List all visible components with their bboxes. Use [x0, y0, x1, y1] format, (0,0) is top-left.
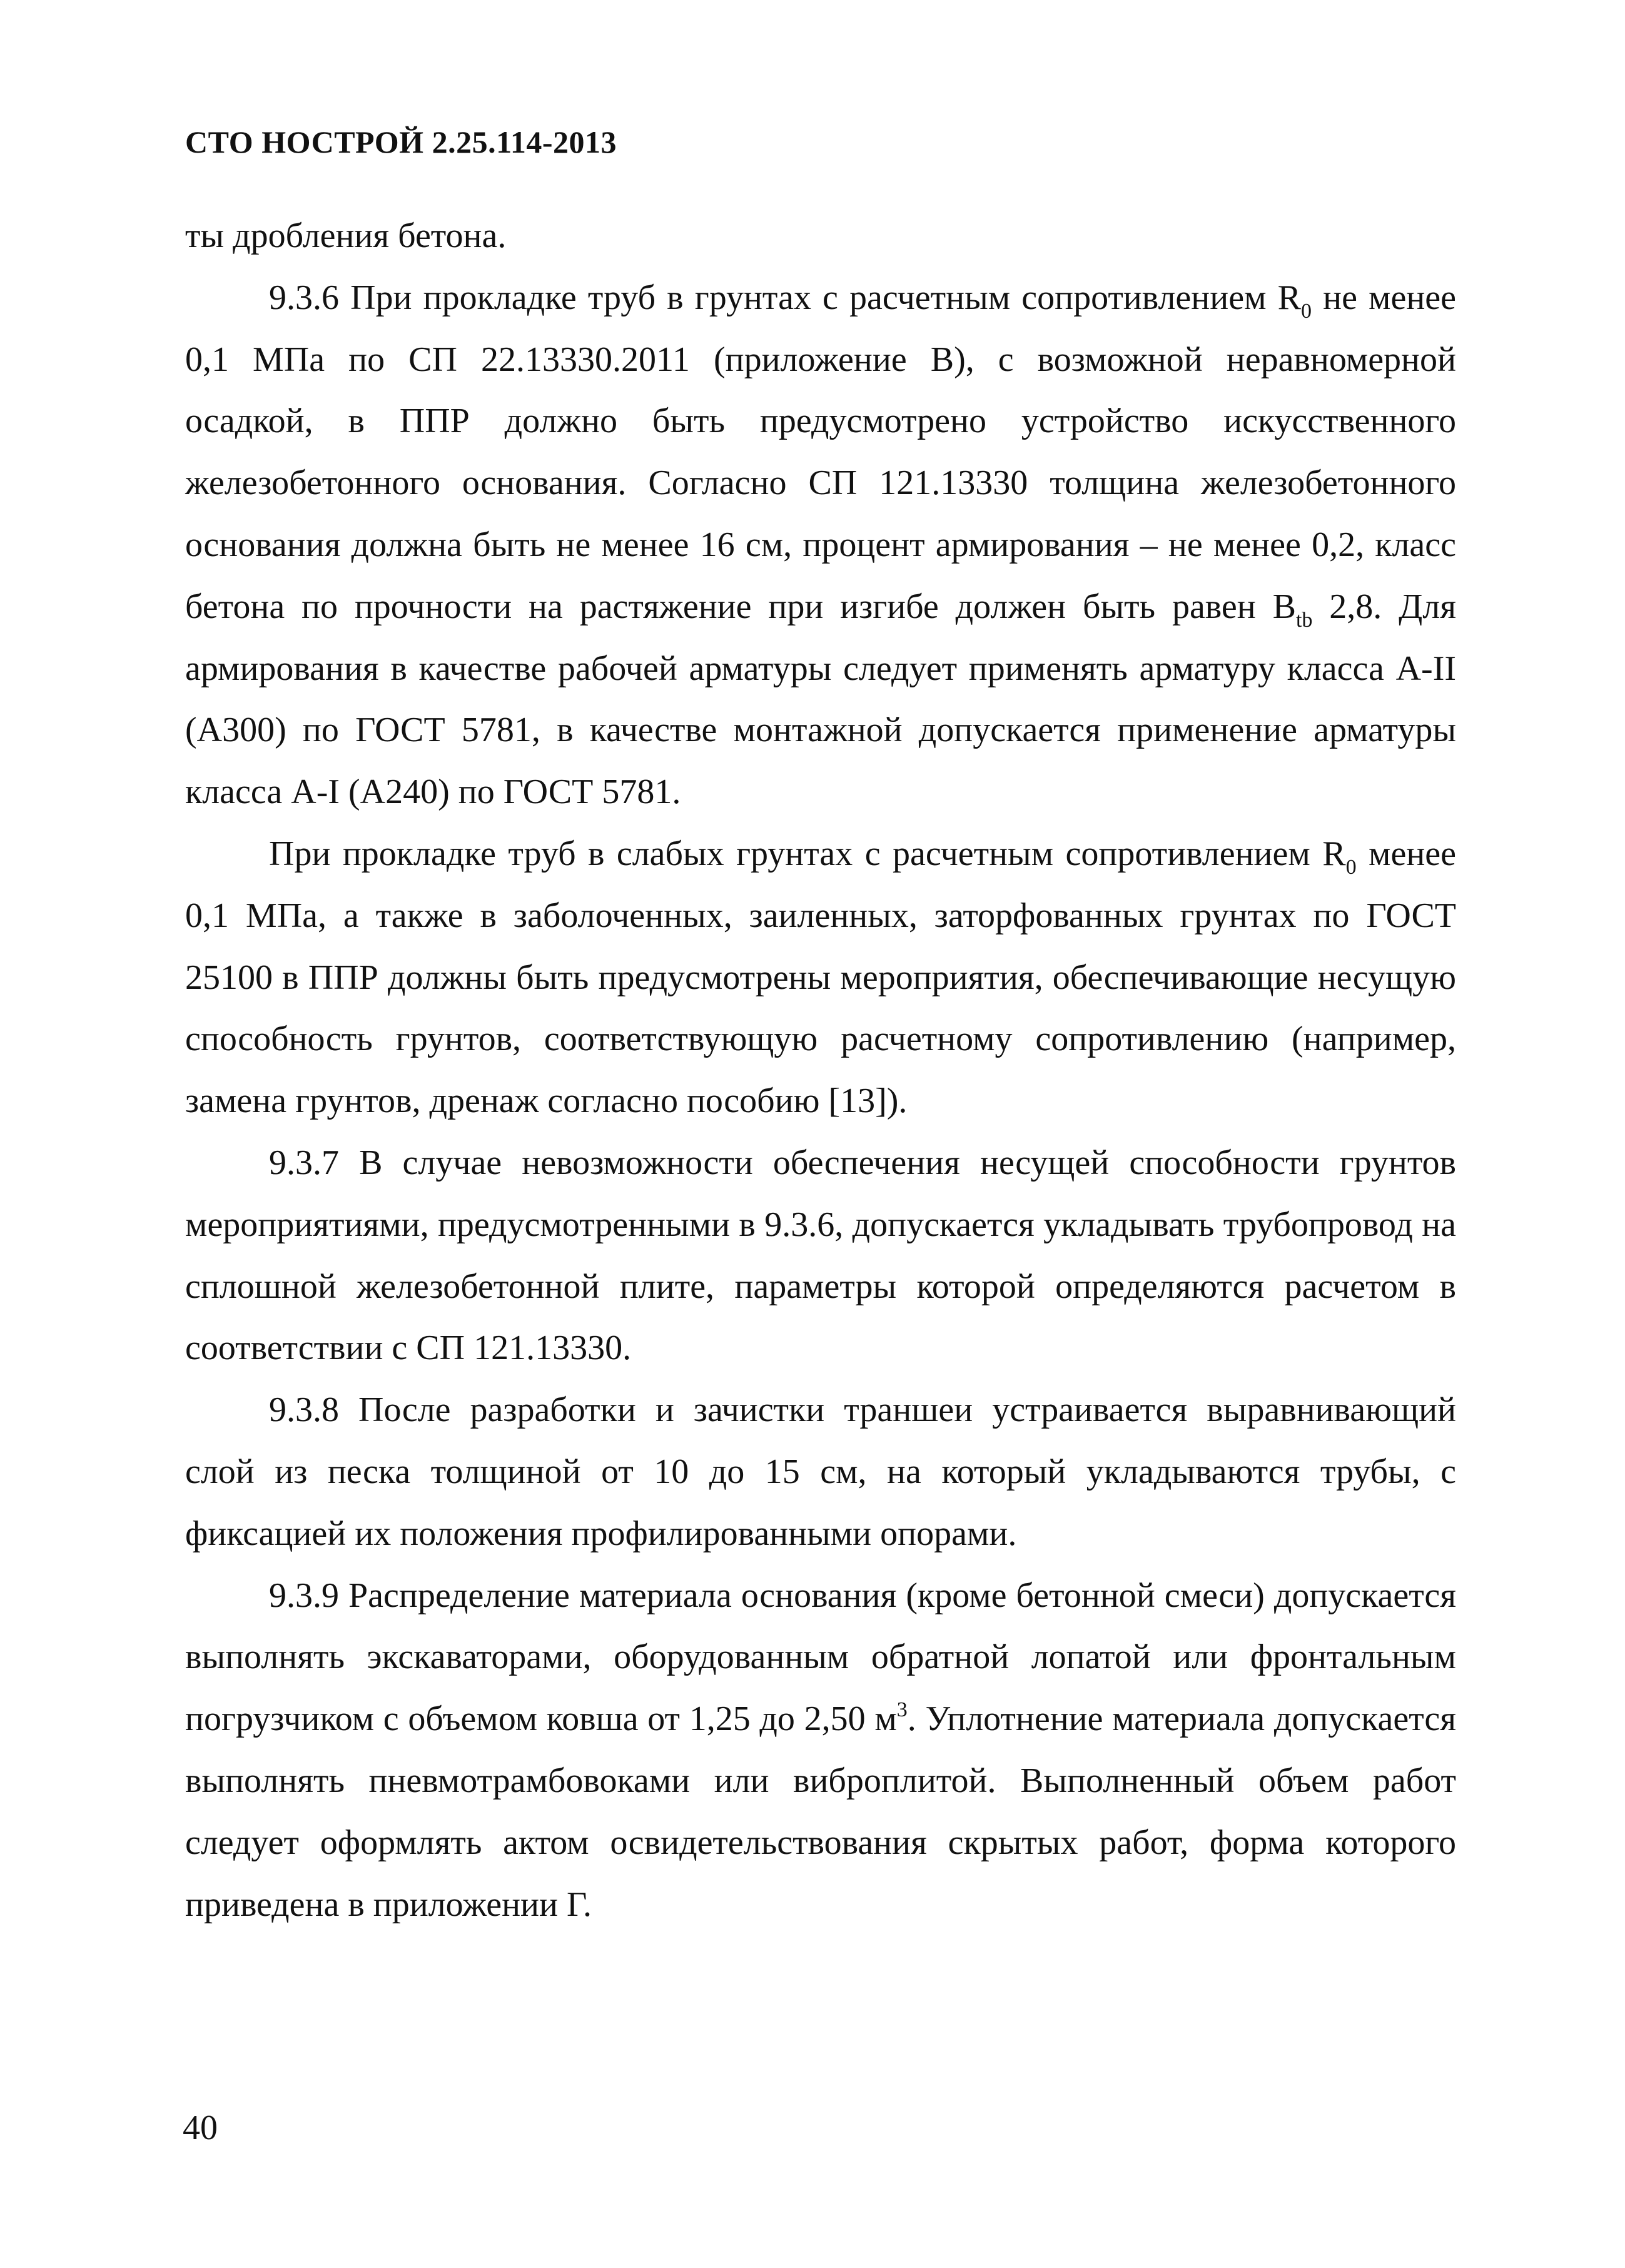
- subscript-tb: tb: [1295, 608, 1313, 632]
- document-header: СТО НОСТРОЙ 2.25.114-2013: [185, 124, 617, 159]
- paragraph-weak-soils: При прокладке труб в слабых грунтах с расчетным сопротивлением $R_0$ менее 0,1 МПа, а также в заболоченных, заиленных, заторфованных грунтах по ГОСТ 25100 в ППР должны быть предусмотрены мероприятия, обеспечивающие несущую способность грунтов, соответствующую расчетному сопротивлению (например, замена грунтов, дренаж согласно пособию [13]).: [185, 834, 1456, 1121]
- subscript-0: 0: [1345, 855, 1357, 879]
- paragraph-9-3-9: 9.3.9 Распределение материала основания (кроме бетонной смеси) допускается выполнять экскаваторами, оборудованным обратной лопатой или фронтальным погрузчиком с объемом ковша от 1,25 до 2,50 $м^3$. Уплотнение материала допускается выполнять пневмотрамбовоками или виброплитой. Выполненный объем работ следует оформлять актом освидетельствования скрытых работ, форма которого приведена в приложении Г.: [185, 1576, 1456, 1924]
- paragraph-9-3-8: 9.3.8 После разработки и зачистки траншеи устраивается выравнивающий слой из песка толщиной от 10 до 15 см, на который укладываются трубы, с фиксацией их положения профилированными опорами.: [185, 1390, 1456, 1553]
- paragraph-continuation: ты дробления бетона.: [185, 216, 507, 255]
- page-number: 40: [183, 2109, 218, 2147]
- paragraph-9-3-6: 9.3.6 При прокладке труб в грунтах с расчетным сопротивлением $R_0$ не менее 0,1 МПа по СП 22.13330.2011 (приложение В), с возможной неравномерной осадкой, в ППР должно быть предусмотрено устройство искусственного железобетонного основания. Согласно СП 121.13330 толщина железобетонного основания должна быть не менее 16 см, процент армирования – не менее 0,2, класс бетона по прочности на растяжение при изгибе должен быть равен $B_{tb}$ 2,8. Для армирования в качестве рабочей арматуры следует применять арматуру класса А-II (А300) по ГОСТ 5781, в качестве монтажной допускается применение арматуры класса А-I (А240) по ГОСТ 5781.: [185, 278, 1457, 812]
- superscript-3: 3: [896, 1698, 908, 1722]
- subscript-0: 0: [1300, 299, 1312, 323]
- document-body: [185, 205, 1456, 1935]
- paragraph-9-3-7: 9.3.7 В случае невозможности обеспечения несущей способности грунтов мероприятиями, предусмотренными в 9.3.6, допускается укладывать трубопровод на сплошной железобетонной плите, параметры которой определяются расчетом в соответствии с СП 121.13330.: [185, 1143, 1456, 1368]
